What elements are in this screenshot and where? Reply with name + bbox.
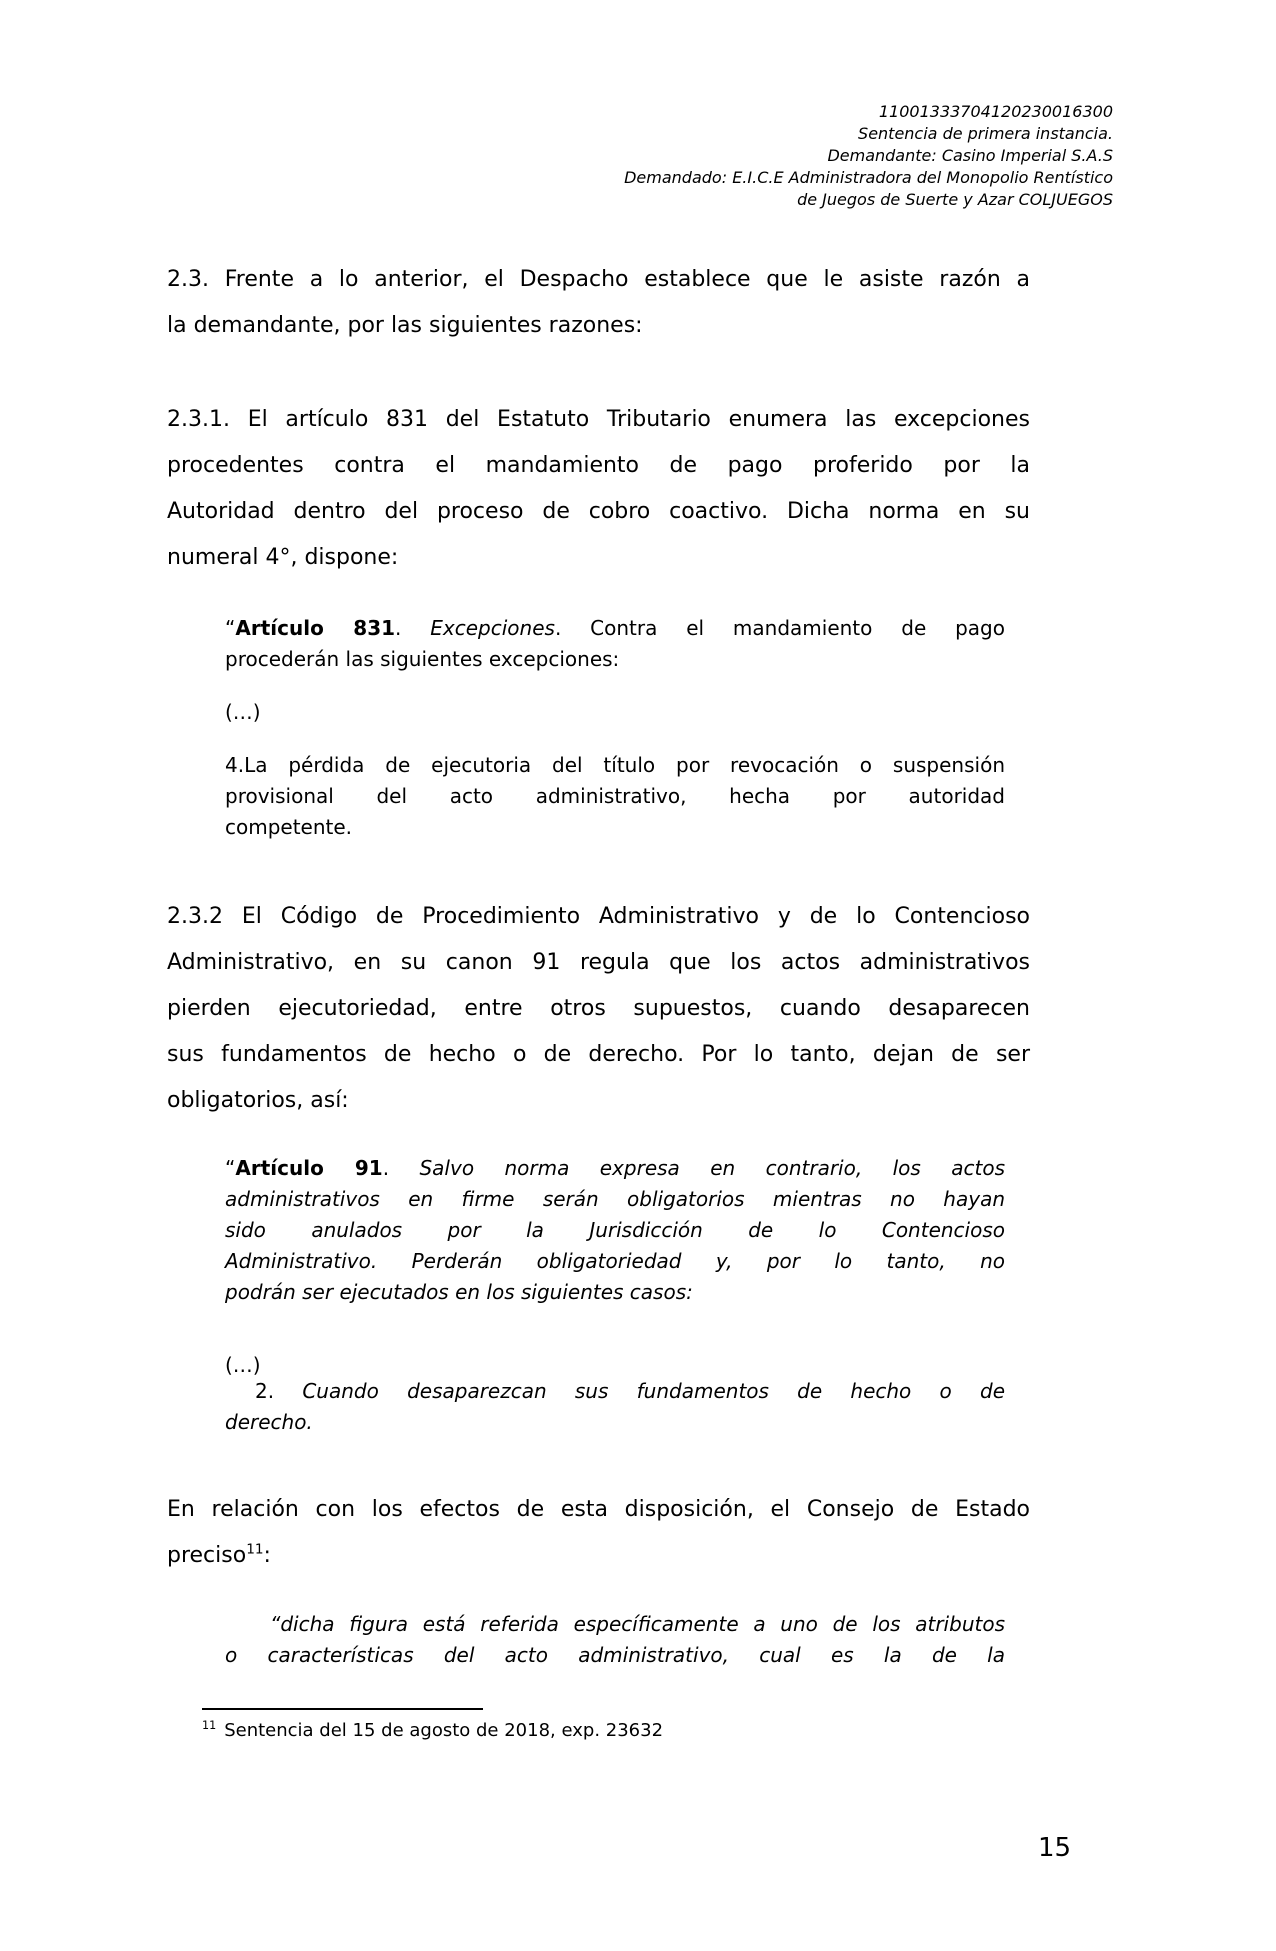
footnote-text: Sentencia del 15 de agosto de 2018, exp. 23632 (224, 1720, 664, 1741)
item-text: Cuando desaparezcan sus fundamentos de hecho o de (302, 1379, 1005, 1403)
item-number: 2. (255, 1379, 303, 1403)
blockquote-dicha-figura (225, 1609, 1005, 1671)
paragraph-line: la demandante, por las siguientes razones: (167, 313, 643, 338)
case-header-line: Demandante: Casino Imperial S.A.S (827, 146, 1113, 165)
ellipsis-marker: (…) (225, 700, 261, 724)
paragraph-2-3-1 (167, 397, 1030, 581)
blockquote-line (225, 1153, 1005, 1184)
case-header (624, 101, 1113, 211)
footnote-marker: 11 (202, 1719, 217, 1732)
paragraph-line: obligatorios, así: (167, 1088, 349, 1113)
blockquote-line: provisional del acto administrativo, hecha por autoridad (225, 784, 1005, 808)
blockquote-line: o características del acto administrativo, cual es la de la (225, 1643, 1005, 1667)
paragraph-line: numeral 4°, dispone: (167, 545, 399, 570)
paragraph-line (167, 1533, 1030, 1579)
blockquote-line: podrán ser ejecutados en los siguientes casos: (225, 1280, 693, 1304)
paragraph-text: preciso (167, 1543, 247, 1568)
paragraph-line: procedentes contra el mandamiento de pago proferido por la (167, 453, 1030, 478)
case-header-line: Sentencia de primera instancia. (858, 124, 1113, 143)
blockquote-line: 4.La pérdida de ejecutoria del título por revocación o suspensión (225, 753, 1005, 777)
blockquote-line: derecho. (225, 1410, 313, 1434)
footnote-reference: 11 (246, 1541, 264, 1558)
separator: . (382, 1156, 420, 1180)
blockquote-item-2 (225, 1376, 1005, 1438)
footnote-separator (202, 1708, 483, 1710)
blockquote-line (225, 1376, 1005, 1407)
page-number: 15 (1038, 1833, 1072, 1863)
blockquote-line: administrativos en firme serán obligatorios mientras no hayan (225, 1187, 1005, 1211)
article-text: . Contra el mandamiento de pago (554, 616, 1005, 640)
paragraph-line: En relación con los efectos de esta disposición, el Consejo de Estado (167, 1497, 1030, 1522)
article-title: Artículo 91 (235, 1156, 383, 1180)
blockquote-line: “dicha figura está referida específicamente a uno de los atributos (270, 1612, 1005, 1636)
article-title: Artículo 831 (235, 616, 396, 640)
blockquote-line: sido anulados por la Jurisdicción de lo Contencioso (225, 1218, 1005, 1242)
open-quote: “ (225, 616, 236, 640)
case-header-line: Demandado: E.I.C.E Administradora del Monopolio Rentístico (624, 168, 1113, 187)
paragraph-line: 2.3.2 El Código de Procedimiento Administrativo y de lo Contencioso (167, 904, 1030, 929)
blockquote-line (225, 613, 1005, 644)
article-text: Salvo norma expresa en contrario, los actos (419, 1156, 1006, 1180)
blockquote-item-4 (225, 750, 1005, 843)
paragraph-line: pierden ejecutoriedad, entre otros supuestos, cuando desaparecen (167, 996, 1030, 1021)
case-number: 11001333704120230016300 (878, 102, 1113, 121)
article-subtitle: Excepciones (430, 616, 555, 640)
blockquote-line: Administrativo. Perderán obligatoriedad y, por lo tanto, no (225, 1249, 1005, 1273)
paragraph-line: 2.3.1. El artículo 831 del Estatuto Tributario enumera las excepciones (167, 407, 1030, 432)
blockquote-articulo-91 (225, 1153, 1005, 1308)
blockquote-line: competente. (225, 815, 353, 839)
paragraph-consejo-estado (167, 1487, 1030, 1579)
blockquote-articulo-831 (225, 613, 1005, 675)
paragraph-line: Administrativo, en su canon 91 regula que los actos administrativos (167, 950, 1030, 975)
separator: . (395, 616, 431, 640)
ellipsis-marker: (…) (225, 1353, 261, 1377)
blockquote-line: procederán las siguientes excepciones: (225, 647, 620, 671)
paragraph-line: 2.3. Frente a lo anterior, el Despacho establece que le asiste razón a (167, 267, 1030, 292)
paragraph-line: Autoridad dentro del proceso de cobro coactivo. Dicha norma en su (167, 499, 1030, 524)
paragraph-2-3-2 (167, 894, 1030, 1124)
open-quote: “ (225, 1156, 236, 1180)
case-header-line: de Juegos de Suerte y Azar COLJUEGOS (797, 190, 1113, 209)
paragraph-line: sus fundamentos de hecho o de derecho. Por lo tanto, dejan de ser (167, 1042, 1030, 1067)
footnote (202, 1718, 663, 1744)
paragraph-2-3 (167, 257, 1030, 349)
paragraph-text: : (263, 1543, 271, 1568)
